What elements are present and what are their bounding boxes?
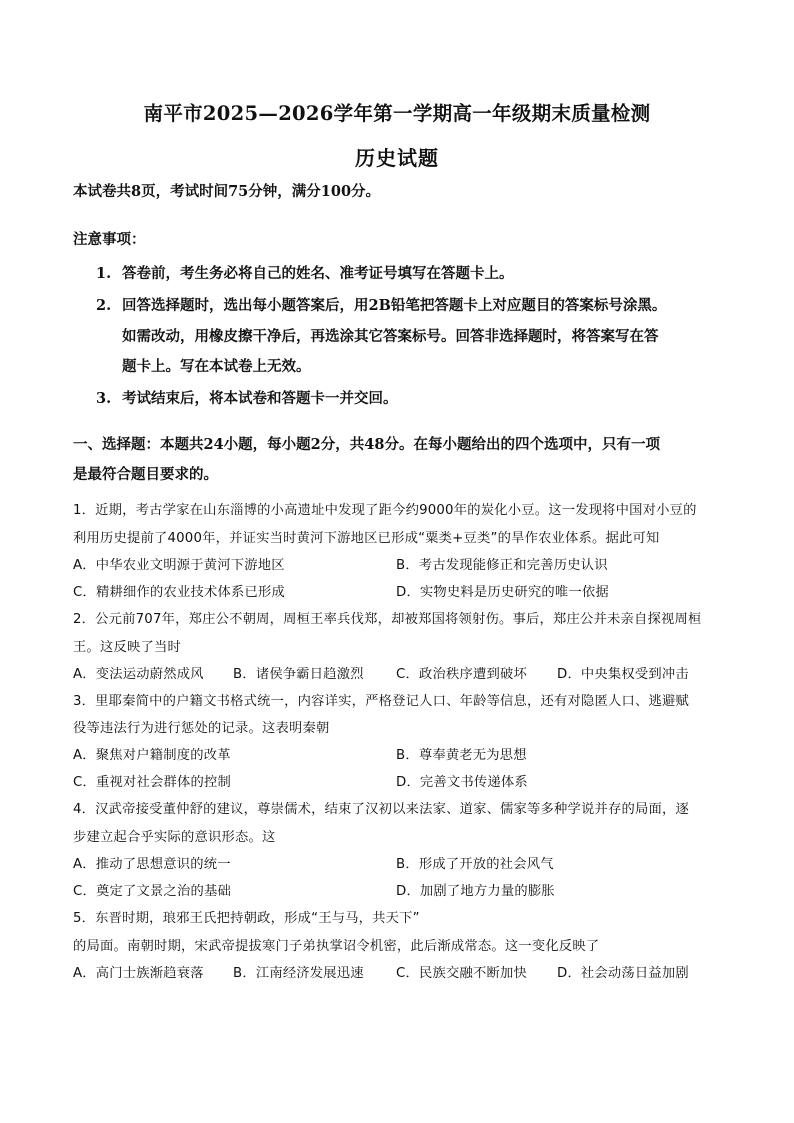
question-2-option-b: B．诸侯争霸日趋激烈: [233, 667, 364, 682]
question-5-option-b: B．江南经济发展迅速: [233, 966, 364, 981]
notice-item-text: 回答选择题时，选出每小题答案后，用2B铅笔把答题卡上对应题目的答案标号涂黑。: [122, 297, 667, 314]
question-1-stem: 1．近期，考古学家在山东淄博的小高遗址中发现了距今约9000年的炭化小豆。这一发现将中国对小豆的: [73, 503, 697, 518]
notice-item-text: 答卷前，考生务必将自己的姓名、准考证号填写在答题卡上。: [122, 265, 514, 282]
exam-subtitle: 历史试题: [355, 146, 439, 170]
notice-item-number: 1.: [96, 265, 112, 282]
question-2-stem: 2．公元前707年，郑庄公不朝周，周桓王率兵伐郑，却被郑国将领射伤。事后，郑庄公并未亲自探视周桓: [73, 612, 702, 627]
question-5-stem-line-2: 的局面。南朝时期，宋武帝提拔寒门子弟执掌诏令机密，此后渐成常态。这一变化反映了: [73, 939, 600, 954]
notice-item-number: 3.: [96, 390, 112, 407]
question-2-option-c: C．政治秩序遭到破坏: [396, 667, 527, 682]
question-3-stem-line-2: 役等违法行为进行惩处的记录。这表明秦朝: [73, 721, 330, 736]
notice-item-1: [96, 262, 514, 283]
question-4-option-a: A．推动了思想意识的统一: [73, 857, 231, 872]
question-3-option-b: B．尊奉黄老无为思想: [396, 748, 527, 763]
notice-heading: 注意事项：: [73, 231, 146, 248]
notice-item-2-line-3: 题卡上。写在本试卷上无效。: [122, 358, 311, 375]
question-2-option-a: A．变法运动蔚然成风: [73, 667, 204, 682]
question-1-stem-line-2: 利用历史提前了4000年，并证实当时黄河下游地区已形成“粟类+豆类”的旱作农业体系。据此可知: [73, 531, 660, 546]
question-5-stem: 5．东晋时期，琅邪王氏把持朝政，形成“王与马，共天下”: [73, 911, 420, 926]
question-1-option-c: C．精耕细作的农业技术体系已形成: [73, 585, 285, 600]
notice-item-2: [96, 294, 666, 315]
question-5-option-d: D．社会动荡日益加剧: [557, 966, 689, 981]
notice-item-text: 考试结束后，将本试卷和答题卡一并交回。: [122, 390, 398, 407]
question-3-option-c: C．重视对社会群体的控制: [73, 775, 231, 790]
notice-item-number: 2.: [96, 297, 112, 314]
question-1-option-d: D．实物史料是历史研究的唯一依据: [396, 585, 609, 600]
question-3-stem: 3．里耶秦简中的户籍文书格式统一，内容详实，严格登记人口、年龄等信息，还有对隐匿人口、逃避赋: [73, 694, 690, 709]
question-4-option-b: B．形成了开放的社会风气: [396, 857, 554, 872]
question-1-option-a: A．中华农业文明源于黄河下游地区: [73, 558, 285, 573]
question-3-option-a: A．聚焦对户籍制度的改革: [73, 748, 231, 763]
section-heading: 一、选择题：本题共24小题，每小题2分，共48分。在每小题给出的四个选项中，只有一项: [73, 436, 660, 453]
exam-title: 南平市2025—2026学年第一学期高一年级期末质量检测: [143, 102, 651, 125]
section-heading-line-2: 是最符合题目要求的。: [73, 466, 218, 483]
notice-item-2-line-2: 如需改动，用橡皮擦干净后，再选涂其它答案标号。回答非选择题时，将答案写在答: [122, 328, 659, 345]
notice-item-3: [96, 387, 398, 408]
question-3-option-d: D．完善文书传递体系: [396, 775, 528, 790]
question-4-stem: 4．汉武帝接受董仲舒的建议，尊崇儒术，结束了汉初以来法家、道家、儒家等多种学说并存的局面，逐: [73, 802, 690, 817]
question-4-option-d: D．加剧了地方力量的膨胀: [396, 884, 555, 899]
question-4-stem-line-2: 步建立起合乎实际的意识形态。这: [73, 830, 276, 845]
question-2-stem-line-2: 王。这反映了当时: [73, 640, 181, 655]
question-4-option-c: C．奠定了文景之治的基础: [73, 884, 231, 899]
question-1-option-b: B．考古发现能修正和完善历史认识: [396, 558, 608, 573]
question-5-option-a: A．高门士族渐趋衰落: [73, 966, 204, 981]
exam-intro: 本试卷共8页，考试时间75分钟，满分100分。: [73, 183, 381, 200]
question-2-option-d: D．中央集权受到冲击: [557, 667, 689, 682]
question-5-option-c: C．民族交融不断加快: [396, 966, 527, 981]
